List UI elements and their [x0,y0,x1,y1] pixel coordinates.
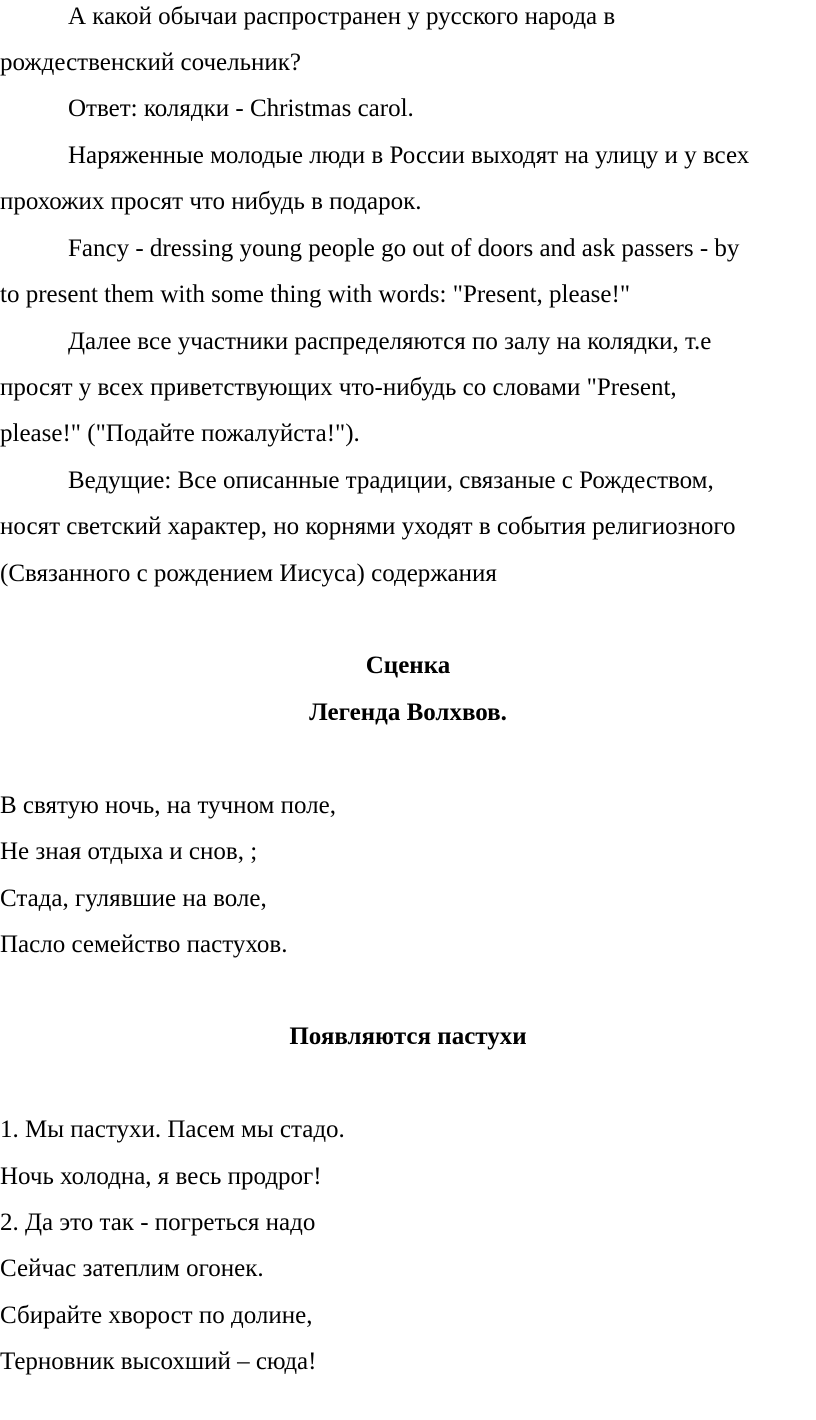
poem-line: Пасло семейство пастухов. [0,931,288,958]
text-line: Далее все участники распределяются по залу на колядки, т.е [68,328,712,355]
poem-line: В святую ночь, на тучном поле, [0,792,336,819]
text-line: (Связанного с рождением Иисуса) содержания [0,560,497,587]
scene-title: Легенда Волхвов. [309,699,507,726]
text-line: Ведущие: Все описанные традиции, связаные с Рождеством, [68,467,714,494]
text-line: носят светский характер, но корнями уходят в события религиозного [0,513,736,540]
text-line: please!" ("Подайте пожалуйста!"). [0,420,360,447]
dialogue-line: 2. Да это так - погреться надо [0,1209,316,1236]
text-line: просят у всех приветствующих что-нибудь со словами "Present, [0,374,677,401]
dialogue-line: Сейчас затеплим огонек. [0,1255,264,1282]
text-line: прохожих просят что нибудь в подарок. [0,188,422,215]
scene-heading: Сценка [365,652,451,679]
text-line: Наряженные молодые люди в России выходят на улицу и у всех [68,142,750,169]
dialogue-line: Сбирайте хворост по долине, [0,1302,313,1329]
dialogue-line: Терновник высохший – сюда! [0,1348,317,1375]
stage-direction: Появляются пастухи [289,1023,527,1050]
poem-line: Не зная отдыха и снов, ; [0,838,258,865]
text-line: рождественский сочельник? [0,49,301,76]
text-line: Ответ: колядки - Christmas carol. [68,95,414,122]
text-line: А какой обычаи распространен у русского народа в [68,3,616,30]
poem-line: Стада, гулявшие на воле, [0,885,267,912]
text-line: Fancy - dressing young people go out of doors and ask passers - by [68,235,740,262]
dialogue-line: Ночь холодна, я весь продрог! [0,1163,322,1190]
dialogue-line: 1. Мы пастухи. Пасем мы стадо. [0,1116,345,1143]
text-line: to present them with some thing with words: "Present, please!" [0,281,631,308]
